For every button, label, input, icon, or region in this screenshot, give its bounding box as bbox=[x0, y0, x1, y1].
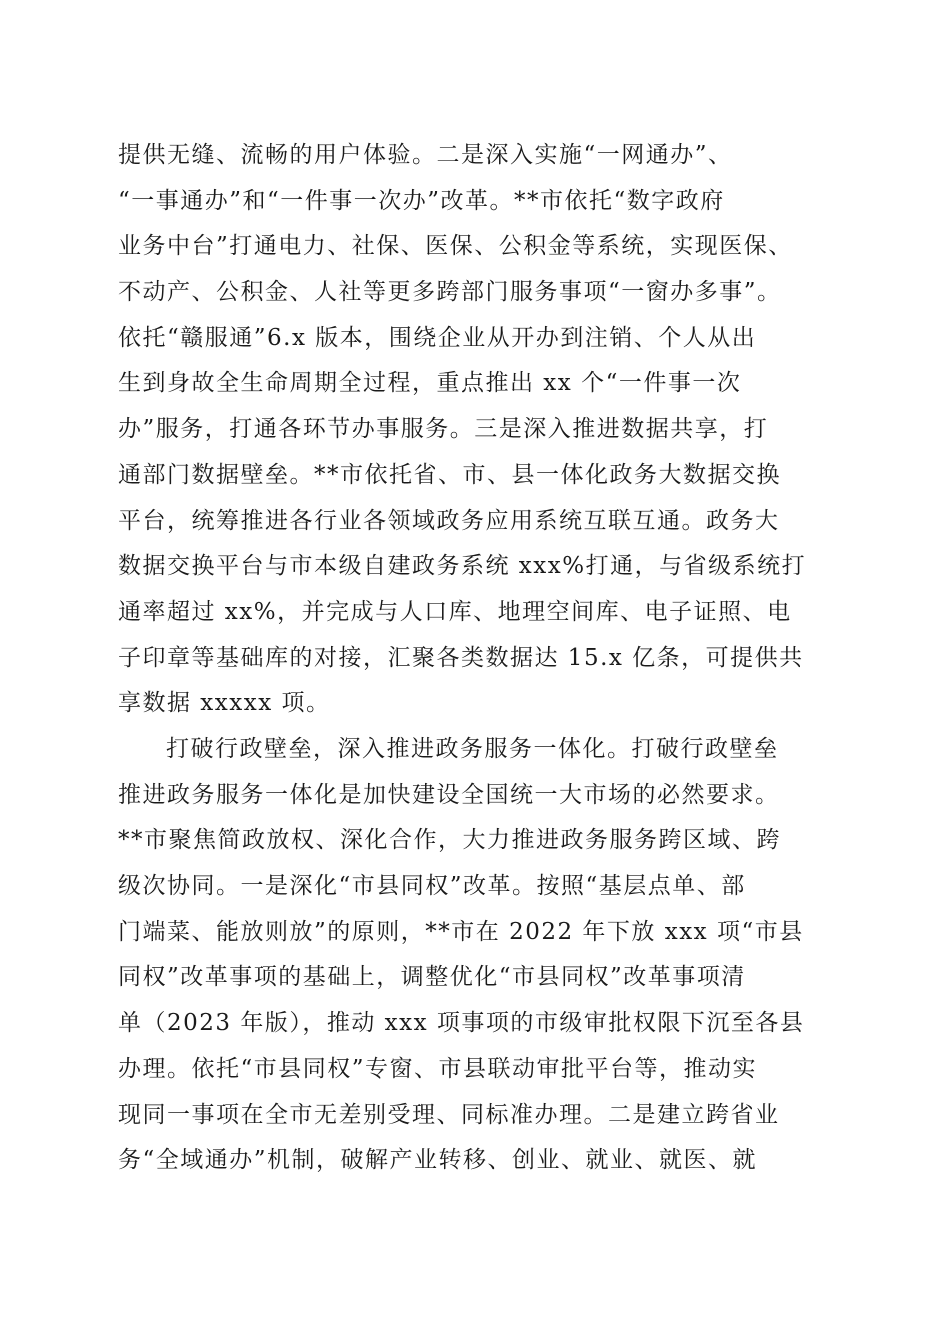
text-line: 办理。依托“市县同权”专窗、市县联动审批平台等，推动实 bbox=[118, 1055, 758, 1082]
text-line: 不动产、公积金、人社等更多跨部门服务事项“一窗办多事”。 bbox=[118, 279, 782, 306]
text-line: “一事通办”和“一件事一次办”改革。**市依托“数字政府 bbox=[118, 187, 725, 214]
paragraph-administrative-barriers bbox=[118, 727, 838, 1184]
text-line: 平台，统筹推进各行业各领域政务应用系统互联互通。政务大 bbox=[118, 507, 780, 534]
text-line: 打破行政壁垒，深入推进政务服务一体化。打破行政壁垒 bbox=[166, 736, 779, 762]
paragraph-data-sharing bbox=[118, 133, 838, 727]
text-line: 现同一事项在全市无差别受理、同标准办理。二是建立跨省业 bbox=[118, 1101, 780, 1128]
text-line: **市聚焦简政放权、深化合作，大力推进政务服务跨区域、跨 bbox=[118, 827, 781, 854]
text-line: 务“全域通办”机制，破解产业转移、创业、就业、就医、就 bbox=[118, 1147, 758, 1174]
text-line: 业务中台”打通电力、社保、医保、公积金等系统，实现医保、 bbox=[118, 233, 793, 260]
text-line: 提供无缝、流畅的用户体验。二是深入实施“一网通办”、 bbox=[118, 142, 733, 168]
text-line: 单（2023 年版），推动 xxx 项事项的市级审批权限下沉至各县 bbox=[118, 1010, 805, 1037]
text-line: 生到身故全生命周期全过程，重点推出 xx 个“一件事一次 bbox=[118, 370, 742, 397]
text-line: 级次协同。一是深化“市县同权”改革。按照“基层点单、部 bbox=[118, 873, 746, 900]
text-line: 享数据 xxxxx 项。 bbox=[118, 690, 331, 717]
text-line: 通部门数据壁垒。**市依托省、市、县一体化政务大数据交换 bbox=[118, 461, 781, 488]
text-line: 同权”改革事项的基础上，调整优化“市县同权”改革事项清 bbox=[118, 964, 746, 991]
text-line: 门端菜、能放则放”的原则，**市在 2022 年下放 xxx 项“市县 bbox=[118, 918, 804, 945]
text-line: 通率超过 xx%，并完成与人口库、地理空间库、电子证照、电 bbox=[118, 598, 792, 625]
text-line: 子印章等基础库的对接，汇聚各类数据达 15.x 亿条，可提供共 bbox=[118, 644, 804, 671]
text-line: 推进政务服务一体化是加快建设全国统一大市场的必然要求。 bbox=[118, 781, 780, 808]
text-line: 数据交换平台与市本级自建政务系统 xxx%打通，与省级系统打 bbox=[118, 553, 807, 580]
text-line: 办”服务，打通各环节办事服务。三是深入推进数据共享，打 bbox=[118, 416, 769, 443]
text-line: 依托“赣服通”6.x 版本，围绕企业从开办到注销、个人从出 bbox=[118, 324, 757, 351]
